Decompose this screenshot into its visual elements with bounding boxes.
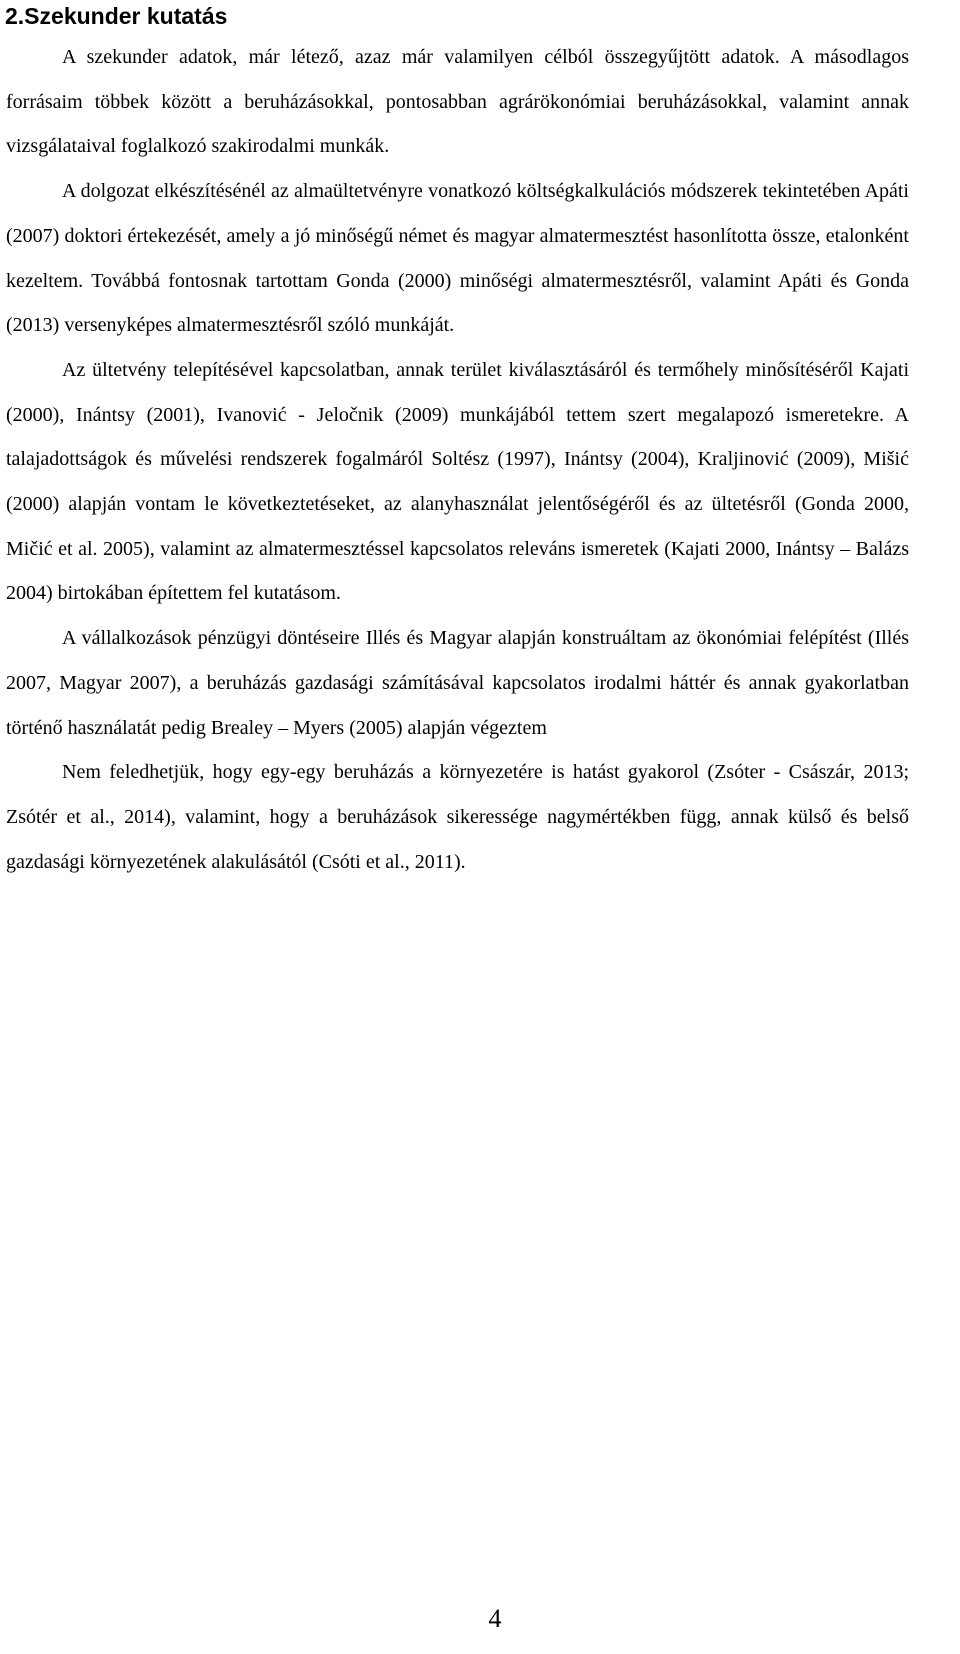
paragraph-orchard-planting-sources: Az ültetvény telepítésével kapcsolatban, annak terület kiválasztásáról és termőhely minősítéséről Kajati (2000), Inántsy (2001), Ivanović - Jeločnik (2009) munkájából tettem szert megalapozó ismeretekre. A talajadottságok és művelési rendszerek fogalmáról Soltész (1997), Inántsy (2004), Kraljinović (2009), Mišić (2000) alapján vontam le következtetéseket, az alanyhasználat jelentőségéről és az ültetésről (Gonda 2000, Mičić et al. 2005), valamint az almatermesztéssel kapcsolatos releváns ismeretek (Kajati 2000, Inántsy – Balázs 2004) birtokában építettem fel kutatásom. [6,358,909,605]
document-page [6,0,909,884]
paragraph-cost-calculation-sources: A dolgozat elkészítésénél az almaültetvényre vonatkozó költségkalkulációs módszerek tekintetében Apáti (2007) doktori értekezését, amely a jó minőségű német és magyar almatermesztést hasonlította össze, etalonként kezeltem. Továbbá fontosnak tartottam Gonda (2000) minőségi almatermesztésről, valamint Apáti és Gonda (2013) versenyképes almatermesztésről szóló munkáját. [6,180,909,337]
paragraph-financial-decisions-sources: A vállalkozások pénzügyi döntéseire Illés és Magyar alapján konstruáltam az ökonómiai felépítést (Illés 2007, Magyar 2007), a beruházás gazdasági számításával kapcsolatos irodalmi háttér és annak gyakorlatban történő használatát pedig Brealey – Myers (2005) alapján végeztem [6,627,909,739]
section-heading: 2.Szekunder kutatás [5,3,228,29]
body-text [6,35,909,884]
paragraph-secondary-data: A szekunder adatok, már létező, azaz már valamilyen célból összegyűjtött adatok. A másodlagos forrásaim többek között a beruházásokkal, pontosabban agrárökonómiai beruházásokkal, valamint annak vizsgálataival foglalkozó szakirodalmi munkák. [6,46,909,158]
page-number: 4 [488,1604,502,1633]
paragraph-environment-impact: Nem feledhetjük, hogy egy-egy beruházás a környezetére is hatást gyakorol (Zsóter - Császár, 2013; Zsótér et al., 2014), valamint, hogy a beruházások sikeressége nagymértékben függ, annak külső és belső gazdasági környezetének alakulásától (Csóti et al., 2011). [6,761,909,873]
